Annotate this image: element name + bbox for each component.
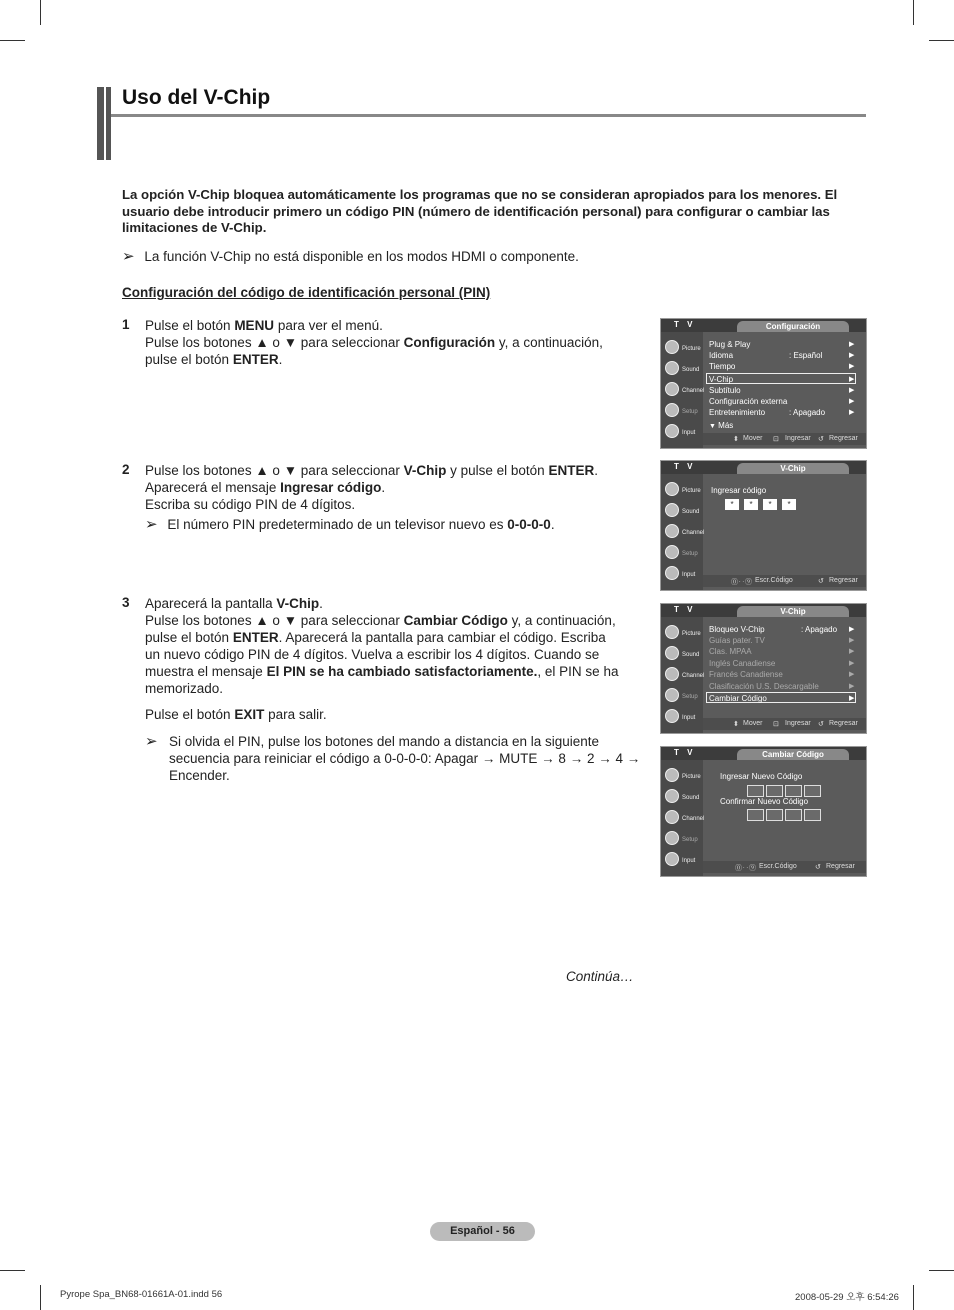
crop-mark: [0, 1270, 25, 1271]
menu-item-label: Entretenimiento: [709, 408, 766, 417]
side-item-picture[interactable]: [663, 480, 701, 499]
side-label: Input: [682, 715, 696, 721]
menu-item[interactable]: [709, 385, 859, 396]
side-label: Setup: [682, 694, 698, 700]
pin-prompt: Ingresar código: [711, 486, 767, 495]
menu-item-value: : Español: [789, 351, 823, 360]
menu-item-label: Configuración externa: [709, 397, 788, 406]
side-item-channel[interactable]: [663, 522, 705, 541]
enter-icon: ⊡: [773, 721, 779, 728]
tv-menu-cambiar-codigo: [660, 746, 867, 877]
arrow-icon: ➢: [145, 516, 158, 533]
confirm-code-label: Confirmar Nuevo Código: [720, 797, 809, 806]
side-label: Input: [682, 572, 696, 578]
side-item-channel[interactable]: [663, 665, 705, 684]
footer-filename: Pyrope Spa_BN68-01661A-01.indd 56: [60, 1289, 223, 1300]
tv-label: T V: [674, 320, 696, 329]
section-heading: Configuración del código de identificación personal (PIN): [122, 285, 491, 300]
new-code-digit[interactable]: [747, 785, 764, 797]
channel-icon: [665, 810, 679, 824]
arrow-right-icon: ▶: [849, 376, 855, 383]
confirm-code-digit[interactable]: [747, 809, 764, 821]
side-item-input[interactable]: [663, 850, 701, 869]
step-2-text: Pulse los botones ▲ o ▼ para seleccionar V-Chip y pulse el botón ENTER. Aparecerá el mensaje Ingresar código. Escriba su código PIN de 4 dígitos.: [145, 463, 598, 512]
sound-icon: [665, 361, 679, 375]
footer-code: Escr.Código: [759, 863, 797, 870]
input-icon: [665, 709, 679, 723]
arrow-down-icon: ▼: [709, 423, 716, 430]
tv-menu-vchip-list: [660, 603, 867, 734]
side-label: Sound: [682, 367, 700, 373]
digits-icon: ⓪‥⑨: [735, 865, 756, 872]
digits-icon: ⓪‥⑨: [731, 579, 752, 586]
arrow-right-icon: ▶: [849, 695, 855, 702]
menu-item-label: Más: [718, 421, 734, 430]
side-label: Sound: [682, 652, 700, 658]
input-icon: [665, 424, 679, 438]
arrow-right-icon: ▶: [849, 341, 855, 348]
side-label: Channel: [682, 816, 705, 822]
step-3-note: [145, 733, 645, 784]
updown-icon: ⬍: [733, 436, 739, 443]
side-label: Picture: [682, 631, 701, 637]
new-code-digit[interactable]: [785, 785, 802, 797]
footer-move: Mover: [743, 435, 763, 442]
return-icon: ↺: [818, 436, 824, 443]
picture-icon: [665, 768, 679, 782]
picture-icon: [665, 625, 679, 639]
footer-return: Regresar: [829, 720, 858, 727]
updown-icon: ⬍: [733, 721, 739, 728]
channel-icon: [665, 667, 679, 681]
crop-mark: [929, 40, 954, 41]
channel-icon: [665, 524, 679, 538]
arrow-right-icon: ▶: [849, 352, 855, 359]
footer-enter: Ingresar: [785, 435, 811, 442]
arrow-right-icon: ▶: [849, 648, 855, 655]
crop-mark: [929, 1270, 954, 1271]
side-item-sound[interactable]: [663, 644, 701, 663]
input-icon: [665, 566, 679, 580]
side-item-sound[interactable]: [663, 359, 701, 378]
pin-digit[interactable]: *: [782, 499, 796, 510]
menu-item[interactable]: [709, 669, 859, 680]
step-number: 3: [122, 595, 130, 610]
step-2-note: [145, 516, 555, 533]
picture-icon: [665, 340, 679, 354]
side-item-channel[interactable]: [663, 380, 705, 399]
setup-icon: [665, 545, 679, 559]
menu-item-label: Clas. MPAA: [709, 647, 752, 656]
page-title: Uso del V-Chip: [122, 86, 271, 109]
side-label: Setup: [682, 551, 698, 557]
channel-icon: [665, 382, 679, 396]
sound-icon: [665, 646, 679, 660]
setup-icon: [665, 403, 679, 417]
side-item-picture[interactable]: [663, 623, 701, 642]
step-1-text: Pulse el botón MENU para ver el menú. Pulse los botones ▲ o ▼ para seleccionar Configuración y, a continuación, pulse el botón ENTER.: [145, 318, 603, 367]
menu-item[interactable]: [709, 361, 859, 372]
tv-label: T V: [674, 462, 696, 471]
page-number-badge: Español - 56: [430, 1222, 535, 1241]
side-item-sound[interactable]: [663, 787, 701, 806]
side-label: Picture: [682, 346, 701, 352]
arrow-right-icon: ▶: [849, 660, 855, 667]
side-label: Input: [682, 858, 696, 864]
header-rule: [111, 114, 866, 117]
confirm-code-digit[interactable]: [766, 809, 783, 821]
arrow-right-icon: ▶: [849, 387, 855, 394]
tv-menu-configuracion: [660, 318, 867, 449]
pin-digit[interactable]: *: [744, 499, 758, 510]
tv-menu-tab: V-Chip: [737, 463, 849, 474]
enter-icon: ⊡: [773, 436, 779, 443]
side-item-picture[interactable]: [663, 338, 701, 357]
menu-item[interactable]: [709, 350, 859, 361]
menu-item-label: V-Chip: [709, 375, 734, 384]
step-number: 1: [122, 317, 130, 332]
return-icon: ↺: [818, 721, 824, 728]
tv-label: T V: [674, 748, 696, 757]
step-3-exit: Pulse el botón EXIT para salir.: [145, 707, 327, 722]
menu-item-label: Inglés Canadiense: [709, 659, 776, 668]
tv-menu-topbar: [661, 319, 866, 332]
arrow-right-icon: ▶: [849, 626, 855, 633]
side-label: Input: [682, 430, 696, 436]
side-label: Setup: [682, 409, 698, 415]
crop-mark: [913, 1285, 914, 1310]
footer-timestamp: 2008-05-29 오후 6:54:26: [795, 1292, 899, 1303]
footer-move: Mover: [743, 720, 763, 727]
menu-item[interactable]: [709, 624, 859, 635]
side-item-setup[interactable]: [663, 401, 701, 420]
side-item-input[interactable]: [663, 422, 701, 441]
tv-footer: [703, 433, 866, 445]
side-item-picture[interactable]: [663, 766, 701, 785]
menu-item[interactable]: [709, 407, 859, 418]
arrow-icon: ➢: [122, 248, 135, 265]
side-item-setup[interactable]: [663, 543, 701, 562]
menu-item[interactable]: [709, 646, 859, 657]
intro-paragraph: La opción V-Chip bloquea automáticamente los programas que no se consideran apropiados para los menores. El usuario debe introducir primero un código PIN (número de identificación personal) para configurar o cambiar las limitaciones de V-Chip.: [122, 187, 838, 235]
side-label: Sound: [682, 795, 700, 801]
tv-menu-topbar: [661, 604, 866, 617]
input-icon: [665, 852, 679, 866]
step-number: 2: [122, 462, 130, 477]
note-text: Si olvida el PIN, pulse los botones del mando a distancia en la siguiente secuencia para reiniciar el código a 0-0-0-0: Apagar → MUTE → 8 → 2 → 4 → Encender.: [169, 734, 641, 783]
return-icon: ↺: [815, 864, 821, 871]
arrow-right-icon: ▶: [849, 409, 855, 416]
arrow-right-icon: ▶: [849, 683, 855, 690]
tv-footer: [703, 575, 866, 587]
side-label: Picture: [682, 488, 701, 494]
tv-menu-topbar: [661, 461, 866, 474]
continued-label: Continúa…: [566, 969, 634, 984]
pin-digit[interactable]: *: [763, 499, 777, 510]
tv-sidebar: [661, 474, 703, 590]
picture-icon: [665, 482, 679, 496]
setup-icon: [665, 831, 679, 845]
header-bar: [106, 87, 111, 160]
note-text: La función V-Chip no está disponible en los modos HDMI o componente.: [144, 249, 579, 264]
crop-mark: [40, 1285, 41, 1310]
tv-menu-topbar: [661, 747, 866, 760]
crop-mark: [0, 40, 25, 41]
menu-item-label: Plug & Play: [709, 340, 751, 349]
footer-return: Regresar: [829, 577, 858, 584]
menu-item-selected[interactable]: [706, 373, 856, 384]
tv-sidebar: [661, 332, 703, 448]
tv-label: T V: [674, 605, 696, 614]
sound-icon: [665, 789, 679, 803]
tv-sidebar: [661, 760, 703, 876]
menu-item-label: Tiempo: [709, 362, 736, 371]
footer-code: Escr.Código: [755, 577, 793, 584]
side-item-input[interactable]: [663, 564, 701, 583]
tv-footer: [703, 718, 866, 730]
new-code-digit[interactable]: [804, 785, 821, 797]
menu-item-more[interactable]: [709, 420, 859, 431]
tv-menu-vchip-pin: [660, 460, 867, 591]
tv-sidebar: [661, 617, 703, 733]
menu-item-value: : Apagado: [801, 625, 838, 634]
menu-item-label: Guías pater. TV: [709, 636, 765, 645]
confirm-code-digit[interactable]: [785, 809, 802, 821]
tv-menu-tab: Configuración: [737, 321, 849, 332]
step-3-text: Aparecerá la pantalla V-Chip. Pulse los botones ▲ o ▼ para seleccionar Cambiar Código y, a continuación, pulse el botón ENTER. Aparecerá la pantalla para cambiar el código. Escriba un nuevo código PIN de 4 dígitos. Vuelva a escribir los 4 dígitos. Cuando se muestra el mensaje El PIN se ha cambiado satisfactoriamente., el PIN se ha memorizado.: [145, 596, 619, 696]
footer-return: Regresar: [826, 863, 855, 870]
footer-return: Regresar: [829, 435, 858, 442]
side-label: Setup: [682, 837, 698, 843]
menu-item[interactable]: [709, 681, 859, 692]
new-code-digit[interactable]: [766, 785, 783, 797]
crop-mark: [913, 0, 914, 25]
side-item-sound[interactable]: [663, 501, 701, 520]
note-text: El número PIN predeterminado de un televisor nuevo es 0-0-0-0.: [167, 517, 555, 532]
confirm-code-digit[interactable]: [804, 809, 821, 821]
menu-item-label: Clasificación U.S. Descargable: [709, 682, 819, 691]
side-label: Channel: [682, 673, 705, 679]
side-label: Sound: [682, 509, 700, 515]
side-item-input[interactable]: [663, 707, 701, 726]
side-item-channel[interactable]: [663, 808, 705, 827]
tv-footer: [703, 861, 866, 873]
side-label: Picture: [682, 774, 701, 780]
menu-item[interactable]: [709, 396, 859, 407]
menu-item-label: Cambiar Código: [709, 694, 767, 703]
arrow-right-icon: ▶: [849, 637, 855, 644]
menu-item[interactable]: [709, 339, 859, 350]
crop-mark: [40, 0, 41, 25]
side-label: Channel: [682, 530, 705, 536]
note-hdmi: [122, 248, 579, 265]
arrow-icon: ➢: [145, 733, 158, 750]
menu-item[interactable]: [709, 658, 859, 669]
sound-icon: [665, 503, 679, 517]
menu-item-label: Bloqueo V-Chip: [709, 625, 765, 634]
menu-item-label: Idioma: [709, 351, 734, 360]
side-item-setup[interactable]: [663, 829, 701, 848]
menu-item-selected[interactable]: [706, 692, 856, 703]
tv-menu-tab: Cambiar Código: [737, 749, 849, 760]
menu-item[interactable]: [709, 635, 859, 646]
footer-enter: Ingresar: [785, 720, 811, 727]
side-item-setup[interactable]: [663, 686, 701, 705]
header-bar: [97, 87, 104, 160]
menu-item-value: : Apagado: [789, 408, 826, 417]
pin-digit[interactable]: *: [725, 499, 739, 510]
side-label: Channel: [682, 388, 705, 394]
new-code-label: Ingresar Nuevo Código: [720, 772, 803, 781]
return-icon: ↺: [818, 578, 824, 585]
arrow-right-icon: ▶: [849, 398, 855, 405]
setup-icon: [665, 688, 679, 702]
arrow-right-icon: ▶: [849, 671, 855, 678]
menu-item-label: Francés Canadiense: [709, 670, 783, 679]
arrow-right-icon: ▶: [849, 363, 855, 370]
tv-menu-tab: V-Chip: [737, 606, 849, 617]
menu-item-label: Subtítulo: [709, 386, 741, 395]
